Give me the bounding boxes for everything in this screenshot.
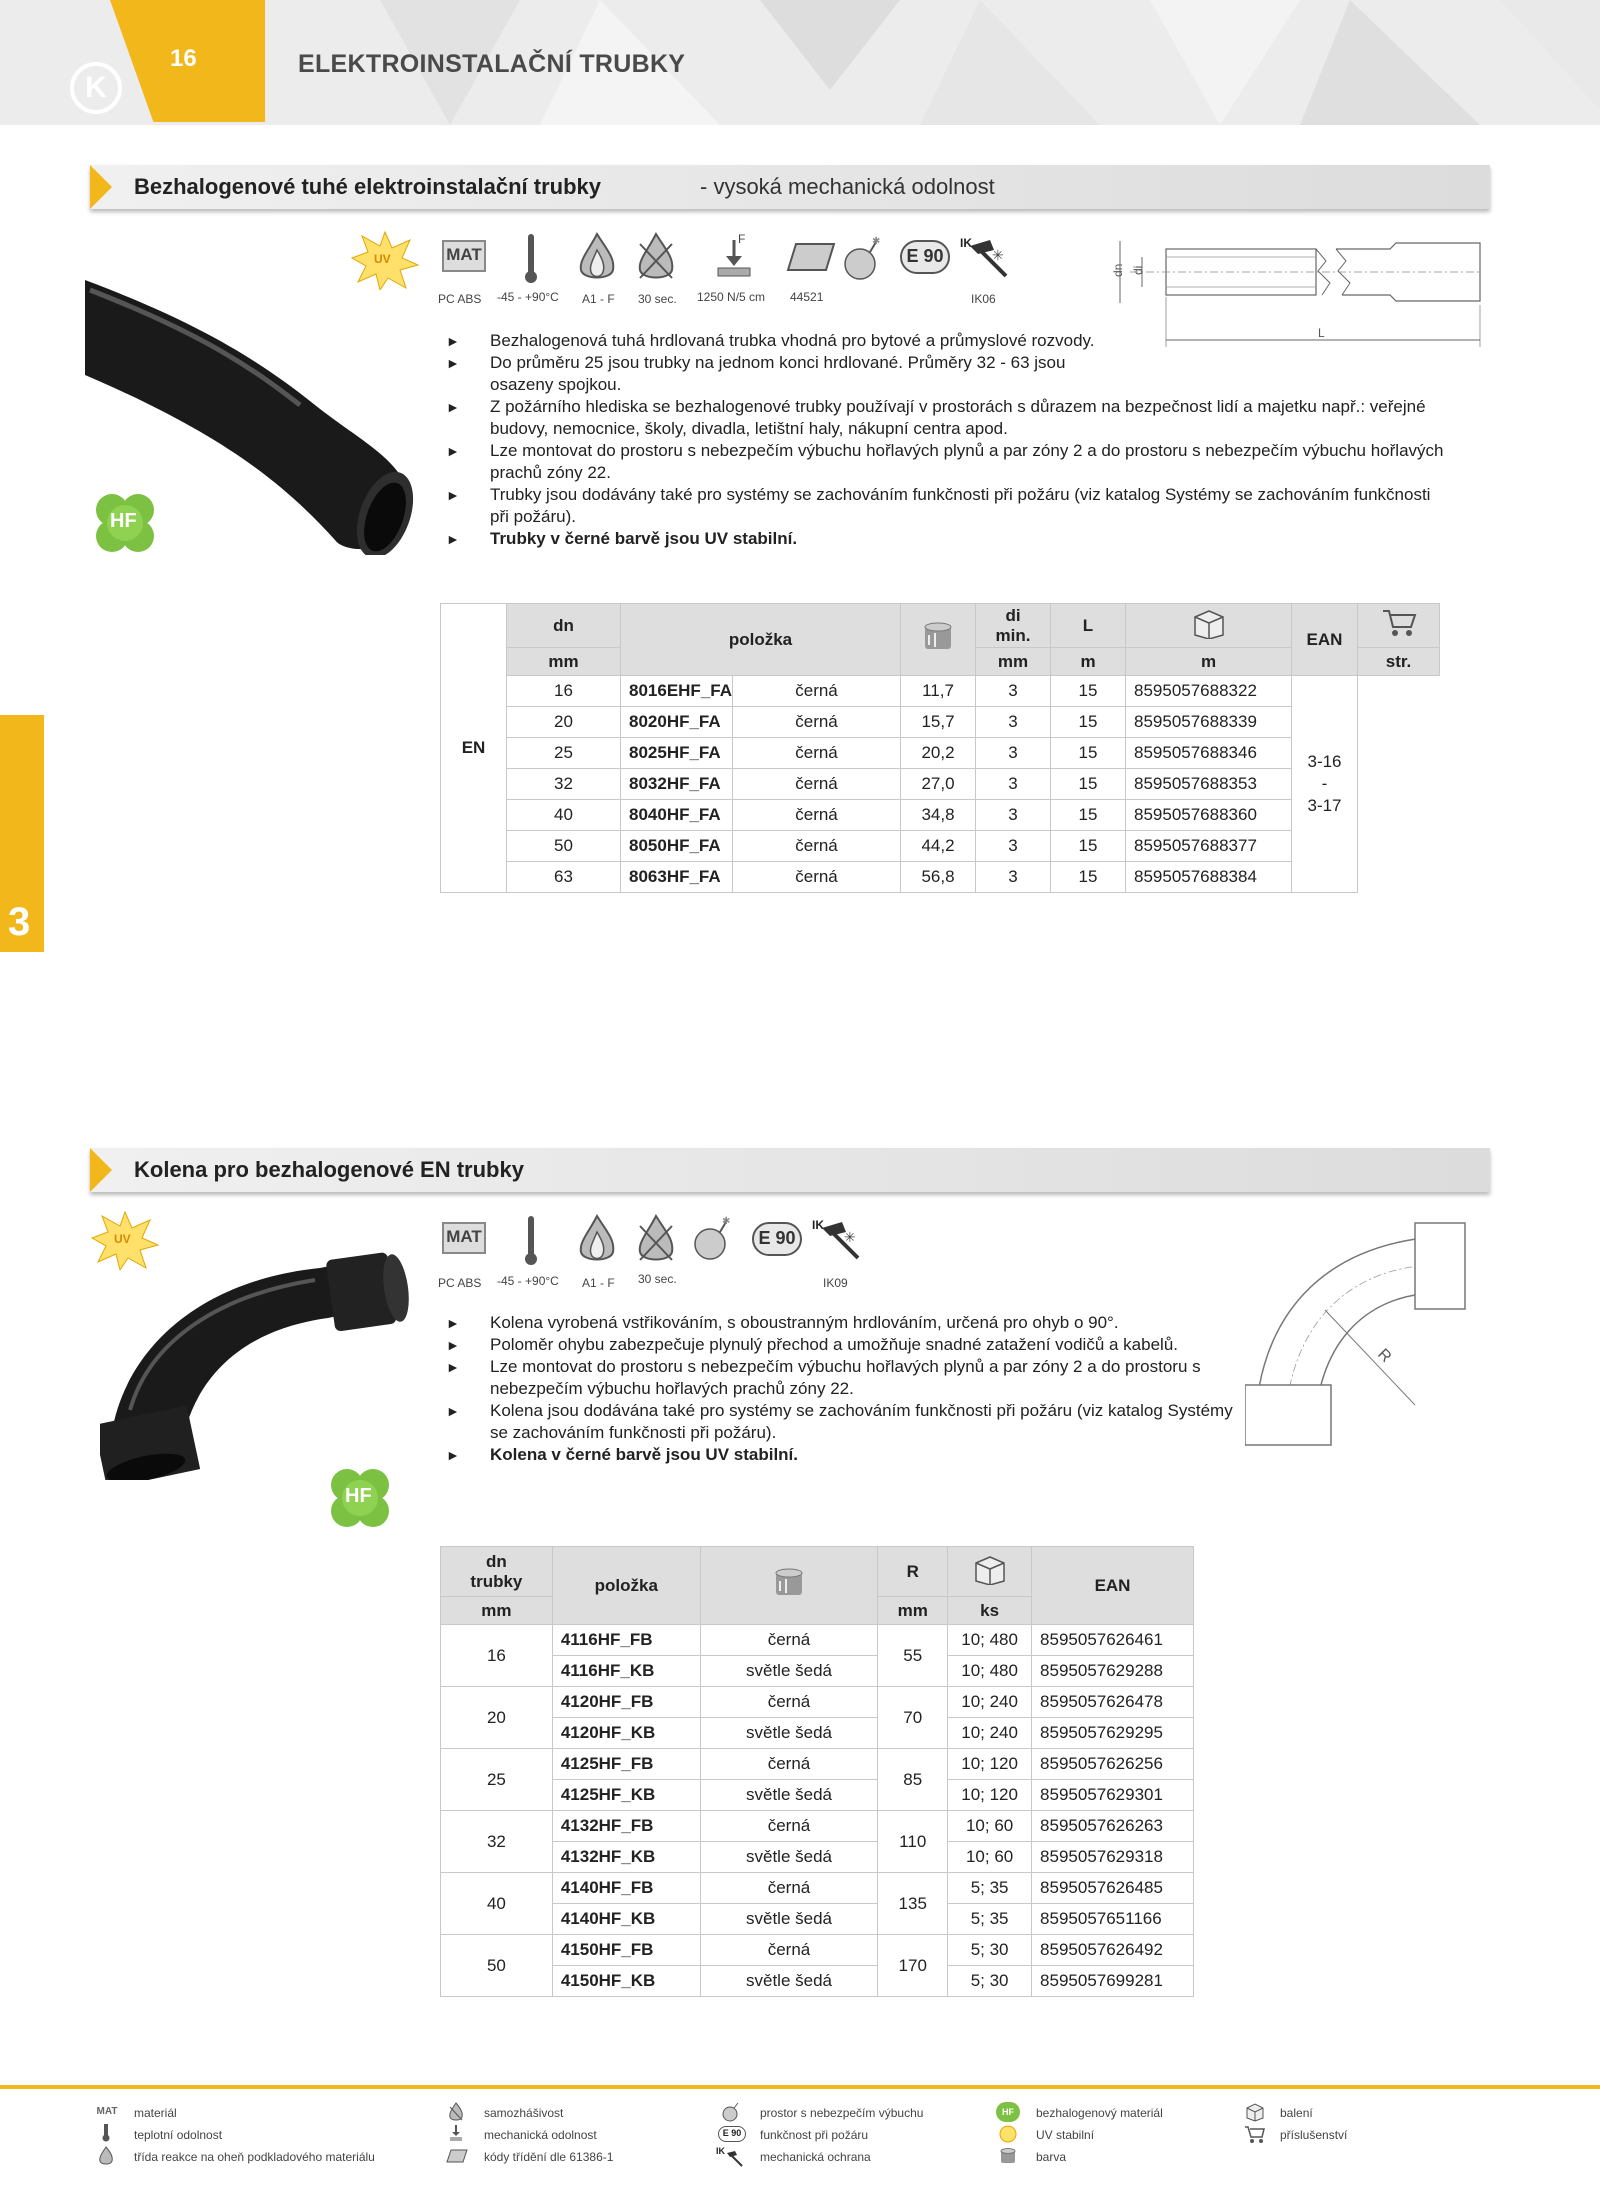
fire-function-e90-icon: E 90 — [752, 1222, 802, 1256]
cell-dn: 40 — [507, 800, 621, 831]
unit-m: m — [1051, 648, 1126, 676]
page-number: 16 — [170, 45, 197, 72]
cell-color: černá — [733, 831, 901, 862]
cell-length: 3 — [976, 862, 1051, 893]
diagram-dn-label: dn — [1111, 263, 1125, 277]
cell-code: 8063HF_FA — [621, 862, 733, 893]
fire-class-value: A1 - F — [582, 292, 615, 306]
cell-pack: 5; 30 — [948, 1966, 1032, 1997]
fire-function-e90-icon: E 90 — [900, 240, 950, 274]
brand-logo: K — [70, 62, 122, 114]
elbow-radius-diagram — [1245, 1215, 1485, 1455]
legend-hammer-icon — [726, 2150, 744, 2168]
mechanical-protection-icon — [960, 234, 1010, 280]
cell-pack: 10; 240 — [948, 1718, 1032, 1749]
thermometer-icon — [524, 1216, 538, 1266]
legend-label: kódy třídění dle 61386-1 — [484, 2150, 614, 2164]
cell-di: 27,0 — [901, 769, 976, 800]
cell-color: černá — [733, 769, 901, 800]
svg-text:✳: ✳ — [992, 247, 1004, 263]
material-icon: MAT — [442, 1222, 486, 1254]
legend-classification-icon — [446, 2148, 468, 2164]
cell-pack: 5; 35 — [948, 1873, 1032, 1904]
cell-ean: 8595057688360 — [1126, 800, 1292, 831]
section1-subtitle: - vysoká mechanická odolnost — [700, 174, 995, 199]
cell-pack: 5; 30 — [948, 1935, 1032, 1966]
bullet-item: ► Kolena v černé barvě jsou UV stabilní. — [446, 1444, 1246, 1466]
cell-ean: 8595057699281 — [1032, 1966, 1194, 1997]
legend-label: UV stabilní — [1036, 2128, 1095, 2142]
cell-code: 4132HF_KB — [552, 1842, 700, 1873]
cell-code: 8032HF_FA — [621, 769, 733, 800]
cell-ean: 8595057626492 — [1032, 1935, 1194, 1966]
force-value: 1250 N/5 cm — [697, 290, 766, 304]
cell-radius: 135 — [878, 1873, 948, 1935]
hf-halogen-free-icon — [90, 490, 160, 556]
cell-code: 8020HF_FA — [621, 707, 733, 738]
cell-color: černá — [700, 1935, 878, 1966]
legend-label: bezhalogenový materiál — [1036, 2106, 1163, 2120]
uv-label: UV — [374, 252, 391, 266]
cell-dn: 25 — [441, 1749, 553, 1811]
cell-pack: 15 — [1051, 831, 1126, 862]
legend-label: prostor s nebezpečím výbuchu — [760, 2106, 924, 2120]
elbow-product-table — [440, 1546, 1194, 1997]
table-group-label: EN — [441, 604, 507, 893]
cell-pack: 5; 35 — [948, 1904, 1032, 1935]
explosion-hazard-icon — [842, 234, 882, 282]
di-label: di — [1005, 605, 1021, 625]
col-header-di — [976, 604, 1051, 648]
chapter-number: 3 — [8, 900, 31, 944]
unit-mm: mm — [507, 648, 621, 676]
cell-ean: 8595057629295 — [1032, 1718, 1194, 1749]
cell-di: 11,7 — [901, 676, 976, 707]
cell-ean: 8595057626478 — [1032, 1687, 1194, 1718]
cell-code: 4150HF_KB — [552, 1966, 700, 1997]
cell-pack: 10; 240 — [948, 1687, 1032, 1718]
cell-code: 4132HF_FB — [552, 1811, 700, 1842]
cell-pack: 10; 120 — [948, 1749, 1032, 1780]
cell-code: 4150HF_FB — [552, 1935, 700, 1966]
section1-bullet-list — [446, 330, 1446, 550]
col-header-pack — [1126, 604, 1292, 648]
col-header-ean: EAN — [1032, 1547, 1194, 1625]
cell-length: 3 — [976, 676, 1051, 707]
mechanical-protection-icon — [812, 1216, 862, 1262]
flame-icon — [577, 1214, 617, 1264]
section2-arrow-icon — [90, 1148, 112, 1192]
cell-color: světle šedá — [700, 1718, 878, 1749]
cell-pack: 15 — [1051, 738, 1126, 769]
cell-dn: 63 — [507, 862, 621, 893]
cell-radius: 110 — [878, 1811, 948, 1873]
section2-bullet-list — [446, 1312, 1246, 1466]
cell-color: černá — [700, 1625, 878, 1656]
cell-pack: 10; 60 — [948, 1842, 1032, 1873]
bullet-item: ► Trubky jsou dodávány také pro systémy se zachováním funkčnosti při požáru (viz katalog Systémy se zachováním funkčnosti při požáru). — [446, 484, 1446, 528]
legend-material-icon: MAT — [96, 2106, 118, 2117]
legend-paint-bucket-icon — [998, 2146, 1018, 2166]
cell-color: černá — [700, 1749, 878, 1780]
cell-code: 4125HF_FB — [552, 1749, 700, 1780]
footer-rule — [0, 2085, 1600, 2089]
col-header-color — [901, 604, 976, 676]
cell-pack: 10; 120 — [948, 1780, 1032, 1811]
legend-label: materiál — [134, 2106, 177, 2120]
cell-pack: 15 — [1051, 769, 1126, 800]
cell-color: černá — [700, 1687, 878, 1718]
cell-ean: 8595057626263 — [1032, 1811, 1194, 1842]
pipe-product-table — [440, 603, 1440, 893]
legend-e90-icon: E 90 — [718, 2126, 746, 2142]
cell-length: 3 — [976, 769, 1051, 800]
unit-ks: ks — [948, 1597, 1032, 1625]
ik-value: IK09 — [823, 1276, 848, 1290]
cell-color: černá — [733, 676, 901, 707]
cell-dn: 40 — [441, 1873, 553, 1935]
bullet-item: ► Poloměr ohybu zabezpečuje plynulý přechod a umožňuje snadné zatažení vodičů a kabelů. — [446, 1334, 1246, 1356]
cell-length: 3 — [976, 707, 1051, 738]
cell-ean: 8595057688322 — [1126, 676, 1292, 707]
cell-dn: 16 — [441, 1625, 553, 1687]
cell-length: 3 — [976, 800, 1051, 831]
bullet-item: ► Kolena jsou dodávána také pro systémy se zachováním funkčnosti při požáru (viz katalog Systémy se zachováním funkčnosti při požáru). — [446, 1400, 1236, 1444]
cell-dn: 32 — [507, 769, 621, 800]
col-header-pack — [948, 1547, 1032, 1597]
col-header-accessories — [1358, 604, 1440, 648]
svg-text:✳: ✳ — [844, 1229, 856, 1245]
cell-ean: 8595057688339 — [1126, 707, 1292, 738]
temperature-value: -45 - +90°C — [497, 1274, 559, 1288]
col-header-item: položka — [621, 604, 901, 676]
legend-force-icon — [448, 2124, 464, 2142]
cell-di: 15,7 — [901, 707, 976, 738]
self-extinguishing-value: 30 sec. — [638, 292, 677, 306]
legend-flame-icon — [98, 2146, 114, 2166]
self-extinguishing-value: 30 sec. — [638, 1272, 677, 1286]
cell-code: 4116HF_KB — [552, 1656, 700, 1687]
package-box-icon — [1189, 607, 1229, 639]
icon-legend — [0, 2100, 1600, 2200]
explosion-hazard-icon — [692, 1214, 732, 1262]
legend-hf-icon: HF — [996, 2102, 1020, 2122]
cell-color: černá — [733, 738, 901, 769]
legend-package-icon — [1244, 2102, 1266, 2122]
bullet-item: ► Lze montovat do prostoru s nebezpečím výbuchu hořlavých plynů a par zóny 2 a do prostoru s nebezpečím výbuchu hořlavých prachů zóny 22. — [446, 440, 1446, 484]
cell-length: 3 — [976, 831, 1051, 862]
trubky-label: trubky — [470, 1571, 523, 1591]
fire-class-value: A1 - F — [582, 1276, 615, 1290]
cell-dn: 32 — [441, 1811, 553, 1873]
col-header-dn — [441, 1547, 553, 1597]
material-icon: MAT — [442, 240, 486, 272]
bullet-item: ► Kolena vyrobená vstřikováním, s oboustranným hrdlováním, určená pro ohyb o 90°. — [446, 1312, 1246, 1334]
thermometer-icon — [524, 234, 538, 284]
dn-label: dn — [486, 1551, 507, 1571]
diagram-length-label: L — [1318, 326, 1325, 340]
cell-code: 4120HF_KB — [552, 1718, 700, 1749]
section1-title: Bezhalogenové tuhé elektroinstalační trubky — [134, 174, 602, 199]
paint-bucket-icon — [772, 1567, 806, 1599]
svg-text:✱: ✱ — [872, 236, 881, 247]
cell-di: 20,2 — [901, 738, 976, 769]
classification-code-icon — [786, 240, 836, 276]
cell-color: černá — [700, 1873, 878, 1904]
cell-pack: 15 — [1051, 676, 1126, 707]
ik-label: IK — [960, 236, 972, 250]
ik-label: IK — [812, 1218, 824, 1232]
cell-code: 8040HF_FA — [621, 800, 733, 831]
cell-radius: 85 — [878, 1749, 948, 1811]
cell-code: 4116HF_FB — [552, 1625, 700, 1656]
legend-label: teplotní odolnost — [134, 2128, 223, 2142]
cell-pack: 10; 480 — [948, 1656, 1032, 1687]
bullet-item: ► Trubky v černé barvě jsou UV stabilní. — [446, 528, 1446, 550]
col-header-color — [700, 1547, 878, 1625]
legend-label: mechanická ochrana — [760, 2150, 871, 2164]
cell-ean: 8595057688377 — [1126, 831, 1292, 862]
cell-pack: 10; 60 — [948, 1811, 1032, 1842]
bullet-item: ► Z požárního hlediska se bezhalogenové trubky používají v prostorách s důrazem na bezpečnost lidí a majetku např.: veřejné budovy, nemocnice, školy, divadla, letištní haly, nákupní centra apod. — [446, 396, 1446, 440]
legend-explosion-icon — [722, 2102, 740, 2122]
section1-arrow-icon — [90, 165, 112, 209]
col-header-ean: EAN — [1292, 604, 1358, 676]
unit-mm: mm — [878, 1597, 948, 1625]
cell-radius: 70 — [878, 1687, 948, 1749]
cell-color: černá — [733, 800, 901, 831]
cell-pack: 10; 480 — [948, 1625, 1032, 1656]
cell-ean: 8595057629288 — [1032, 1656, 1194, 1687]
cell-di: 44,2 — [901, 831, 976, 862]
cell-ean: 8595057626461 — [1032, 1625, 1194, 1656]
cell-page-ref: 3-16 - 3-17 — [1292, 676, 1358, 893]
cell-color: světle šedá — [700, 1904, 878, 1935]
legend-label: samozhášivost — [484, 2106, 564, 2120]
cell-color: černá — [733, 862, 901, 893]
legend-label: mechanická odolnost — [484, 2128, 597, 2142]
cell-length: 3 — [976, 738, 1051, 769]
uv-label: UV — [114, 1232, 131, 1246]
cell-ean: 8595057626256 — [1032, 1749, 1194, 1780]
legend-label: balení — [1280, 2106, 1313, 2120]
cell-code: 4140HF_KB — [552, 1904, 700, 1935]
cell-color: světle šedá — [700, 1966, 878, 1997]
legend-label: třída reakce na oheň podkladového materiálu — [134, 2150, 375, 2164]
col-header-dn: dn — [507, 604, 621, 648]
hf-label: HF — [345, 1485, 372, 1507]
legend-ik-icon: IK — [716, 2146, 725, 2156]
cell-code: 8025HF_FA — [621, 738, 733, 769]
self-extinguishing-icon — [636, 232, 676, 282]
cell-ean: 8595057629301 — [1032, 1780, 1194, 1811]
diagram-radius-label: R — [1374, 1345, 1395, 1367]
classification-code-value: 44521 — [790, 290, 824, 304]
legend-self-extinguishing-icon — [448, 2102, 464, 2122]
cell-ean: 8595057688353 — [1126, 769, 1292, 800]
cell-ean: 8595057626485 — [1032, 1873, 1194, 1904]
diagram-di-label: di — [1131, 265, 1145, 275]
cell-pack: 15 — [1051, 707, 1126, 738]
hf-label: HF — [110, 510, 137, 532]
cell-ean: 8595057629318 — [1032, 1842, 1194, 1873]
col-header-length: L — [1051, 604, 1126, 648]
shopping-cart-icon — [1381, 607, 1417, 639]
self-extinguishing-icon — [636, 1214, 676, 1264]
cell-di: 56,8 — [901, 862, 976, 893]
cell-radius: 170 — [878, 1935, 948, 1997]
hf-halogen-free-icon — [325, 1465, 395, 1531]
cell-code: 4140HF_FB — [552, 1873, 700, 1904]
legend-cart-icon — [1244, 2124, 1266, 2144]
cell-code: 4120HF_FB — [552, 1687, 700, 1718]
di-min-label: min. — [995, 625, 1031, 645]
mechanical-force-icon — [714, 238, 754, 278]
material-value: PC ABS — [438, 292, 482, 306]
col-header-item: položka — [552, 1547, 700, 1625]
cell-dn: 20 — [507, 707, 621, 738]
material-value: PC ABS — [438, 1276, 482, 1290]
chapter-title: ELEKTROINSTALAČNÍ TRUBKY — [298, 50, 686, 78]
unit-str: str. — [1358, 648, 1440, 676]
legend-label: barva — [1036, 2150, 1067, 2164]
uv-stable-icon — [350, 230, 420, 290]
cell-radius: 55 — [878, 1625, 948, 1687]
bullet-item: ► Bezhalogenová tuhá hrdlovaná trubka vhodná pro bytové a průmyslové rozvody. — [446, 330, 1106, 352]
legend-label: příslušenství — [1280, 2128, 1348, 2142]
unit-mm: mm — [441, 1597, 553, 1625]
cell-code: 8016EHF_FA — [621, 676, 733, 707]
cell-di: 34,8 — [901, 800, 976, 831]
cell-color: světle šedá — [700, 1656, 878, 1687]
elbow-product-image — [100, 1240, 420, 1480]
cell-pack: 15 — [1051, 862, 1126, 893]
legend-label: funkčnost při požáru — [760, 2128, 869, 2142]
bullet-item: ► Lze montovat do prostoru s nebezpečím výbuchu hořlavých plynů a par zóny 2 a do prostoru s nebezpečím výbuchu hořlavých prachů zóny 22. — [446, 1356, 1216, 1400]
cell-code: 8050HF_FA — [621, 831, 733, 862]
cell-color: černá — [733, 707, 901, 738]
force-letter: F — [738, 232, 746, 246]
unit-m: m — [1126, 648, 1292, 676]
legend-uv-icon — [998, 2124, 1018, 2144]
ik-value: IK06 — [971, 292, 996, 306]
unit-mm: mm — [976, 648, 1051, 676]
cell-dn: 50 — [507, 831, 621, 862]
temperature-value: -45 - +90°C — [497, 290, 559, 304]
bullet-item: ► Do průměru 25 jsou trubky na jednom konci hrdlované. Průměry 32 - 63 jsou osazeny spojkou. — [446, 352, 1106, 396]
cell-code: 4125HF_KB — [552, 1780, 700, 1811]
cell-dn: 50 — [441, 1935, 553, 1997]
package-box-icon — [970, 1553, 1010, 1585]
paint-bucket-icon — [921, 621, 955, 653]
cell-dn: 20 — [441, 1687, 553, 1749]
section2-title: Kolena pro bezhalogenové EN trubky — [134, 1157, 524, 1182]
cell-color: světle šedá — [700, 1780, 878, 1811]
cell-ean: 8595057688346 — [1126, 738, 1292, 769]
cell-ean: 8595057688384 — [1126, 862, 1292, 893]
svg-text:✱: ✱ — [722, 1216, 731, 1227]
cell-dn: 25 — [507, 738, 621, 769]
flame-icon — [577, 232, 617, 282]
legend-thermometer-icon — [101, 2124, 111, 2142]
cell-color: černá — [700, 1811, 878, 1842]
cell-pack: 15 — [1051, 800, 1126, 831]
col-header-radius: R — [878, 1547, 948, 1597]
cell-color: světle šedá — [700, 1842, 878, 1873]
cell-dn: 16 — [507, 676, 621, 707]
cell-ean: 8595057651166 — [1032, 1904, 1194, 1935]
